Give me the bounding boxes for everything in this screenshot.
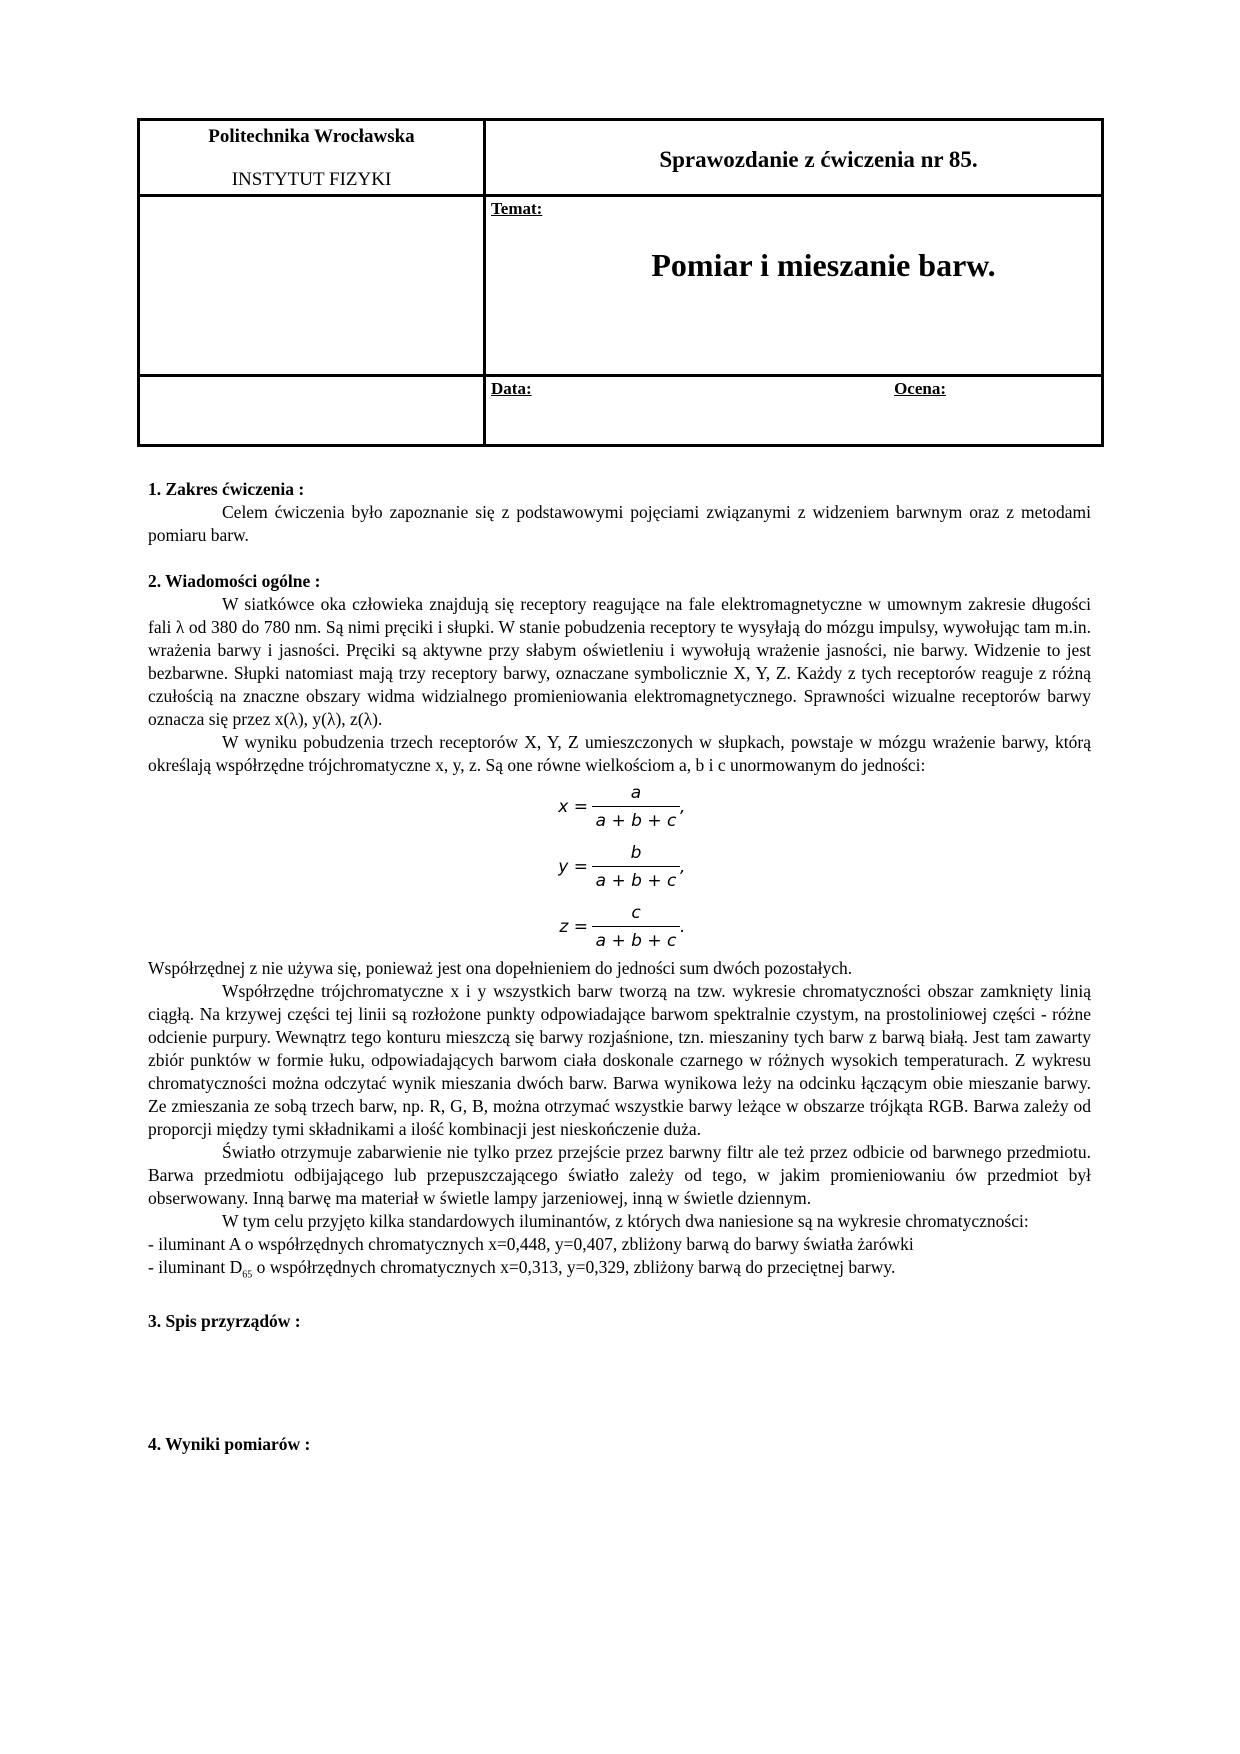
section-2-paragraph-5: Światło otrzymuje zabarwienie nie tylko przez przejście przez barwny filtr ale też przez odbicie od barwnego przedmiotu. Barwa przedmiotu odbijającego lub przepuszczającego światło zależy od tego, w jakim promieniowaniu ów przedmiot był obserwowany. Inną barwę ma materiał w świetle lampy jarzeniowej, inną w świetle dziennym.: [148, 1142, 1091, 1208]
topic-cell: [485, 196, 1103, 376]
topic-title: Pomiar i mieszanie barw.: [651, 247, 996, 283]
section-3-heading: 3. Spis przyrządów :: [148, 1310, 301, 1331]
report-title: Sprawozdanie z ćwiczenia nr 85.: [659, 147, 978, 172]
header-table: [137, 118, 1104, 447]
formula-z: z = $\frac{c}{a + b + c}$ .: [552, 897, 1091, 957]
section-4-heading: 4. Wyniki pomiarów :: [148, 1433, 311, 1454]
section-2-paragraph-1: W siatkówce oka człowieka znajdują się receptory reagujące na fale elektromagnetyczne w umownym zakresie długości fali λ od 380 do 780 nm. Są nimi pręciki i słupki. W stanie pobudzenia receptory te wysyłają do mózgu impulsy, wywołując tam m.in. wrażenia barwy i jasności. Pręciki są aktywne przy słabym oświetleniu i wywołują wrażenie jasności, nie barwy. Widzenie to jest bezbarwne. Słupki natomiast mają trzy receptory barwy, oznaczane symbolicznie X, Y, Z. Każdy z tych receptorów reaguje z różną czułością na znaczne obszary widma widzialnego promieniowania elektromagnetycznego. Sprawności wizualne receptorów barwy oznacza się przez x(λ), y(λ), z(λ).: [148, 594, 1091, 729]
illuminant-a-item: - iluminant A o współrzędnych chromatycznych x=0,448, y=0,407, zbliżony barwą do barwy światła żarówki: [148, 1234, 914, 1254]
trichromatic-formulas: [552, 777, 1091, 957]
report-body: [148, 478, 1091, 1456]
institution-cell: [139, 120, 485, 196]
empty-cell-1: [139, 196, 485, 376]
section-1-paragraph: Celem ćwiczenia było zapoznanie się z podstawowymi pojęciami związanymi z widzeniem barwnym oraz z metodami pomiaru barw.: [148, 502, 1091, 545]
formula-x: x = $\frac{a}{a + b + c}$ ,: [552, 777, 1091, 837]
university-name: Politechnika Wrocławska: [208, 126, 415, 147]
topic-label: Temat:: [491, 199, 543, 218]
grade-label: Ocena:: [894, 379, 946, 398]
report-title-cell: [485, 120, 1103, 196]
formula-y: y = $\frac{b}{a + b + c}$ ,: [552, 837, 1091, 897]
section-2-heading: 2. Wiadomości ogólne :: [148, 571, 321, 591]
date-grade-cell: [485, 376, 1103, 446]
section-2-paragraph-3: Współrzędnej z nie używa się, ponieważ jest ona dopełnieniem do jedności sum dwóch pozostałych.: [148, 958, 853, 978]
institute-name: INSTYTUT FIZYKI: [231, 169, 392, 190]
section-2-paragraph-4: Współrzędne trójchromatyczne x i y wszystkich barw tworzą na tzw. wykresie chromatyczności obszar zamknięty linią ciągłą. Na krzywej części tej linii są rozłożone punkty odpowiadające barwom spektralnie czystym, na prostoliniowej części - różne odcienie purpury. Wewnątrz tego konturu mieszczą się barwy rozjaśnione, tzn. mieszaniny tych barw z barwą białą. Jest tam zawarty zbiór punktów w formie łuku, odpowiadających barwom ciała doskonale czarnego w różnych wysokich temperaturach. Z wykresu chromatyczności można odczytać wynik mieszania dwóch barw. Barwa wynikowa leży na odcinku łączącym obie mieszanie barwy. Ze zmieszania ze sobą trzech barw, np. R, G, B, można otrzymać wszystkie barwy leżące w obszarze trójkąta RGB. Barwa zależy od proporcji między tymi składnikami a ilość kombinacji jest nieskończenie duża.: [148, 981, 1091, 1139]
illuminant-d65-item: - iluminant $D_{65}$ o współrzędnych chromatycznych x=0,313, y=0,329, zbliżony barwą do przeciętnej barwy.: [148, 1257, 896, 1281]
section-1-heading: 1. Zakres ćwiczenia :: [148, 479, 305, 499]
empty-cell-2: [139, 376, 485, 446]
date-label: Data:: [491, 379, 532, 398]
section-2-paragraph-6: W tym celu przyjęto kilka standardowych iluminantów, z których dwa naniesione są na wykresie chromatyczności:: [222, 1211, 1029, 1231]
section-2-paragraph-2: W wyniku pobudzenia trzech receptorów X, Y, Z umieszczonych w słupkach, powstaje w mózgu wrażenie barwy, którą określają współrzędne trójchromatyczne x, y, z. Są one równe wielkościom a, b i c unormowanym do jedności:: [148, 732, 1091, 775]
